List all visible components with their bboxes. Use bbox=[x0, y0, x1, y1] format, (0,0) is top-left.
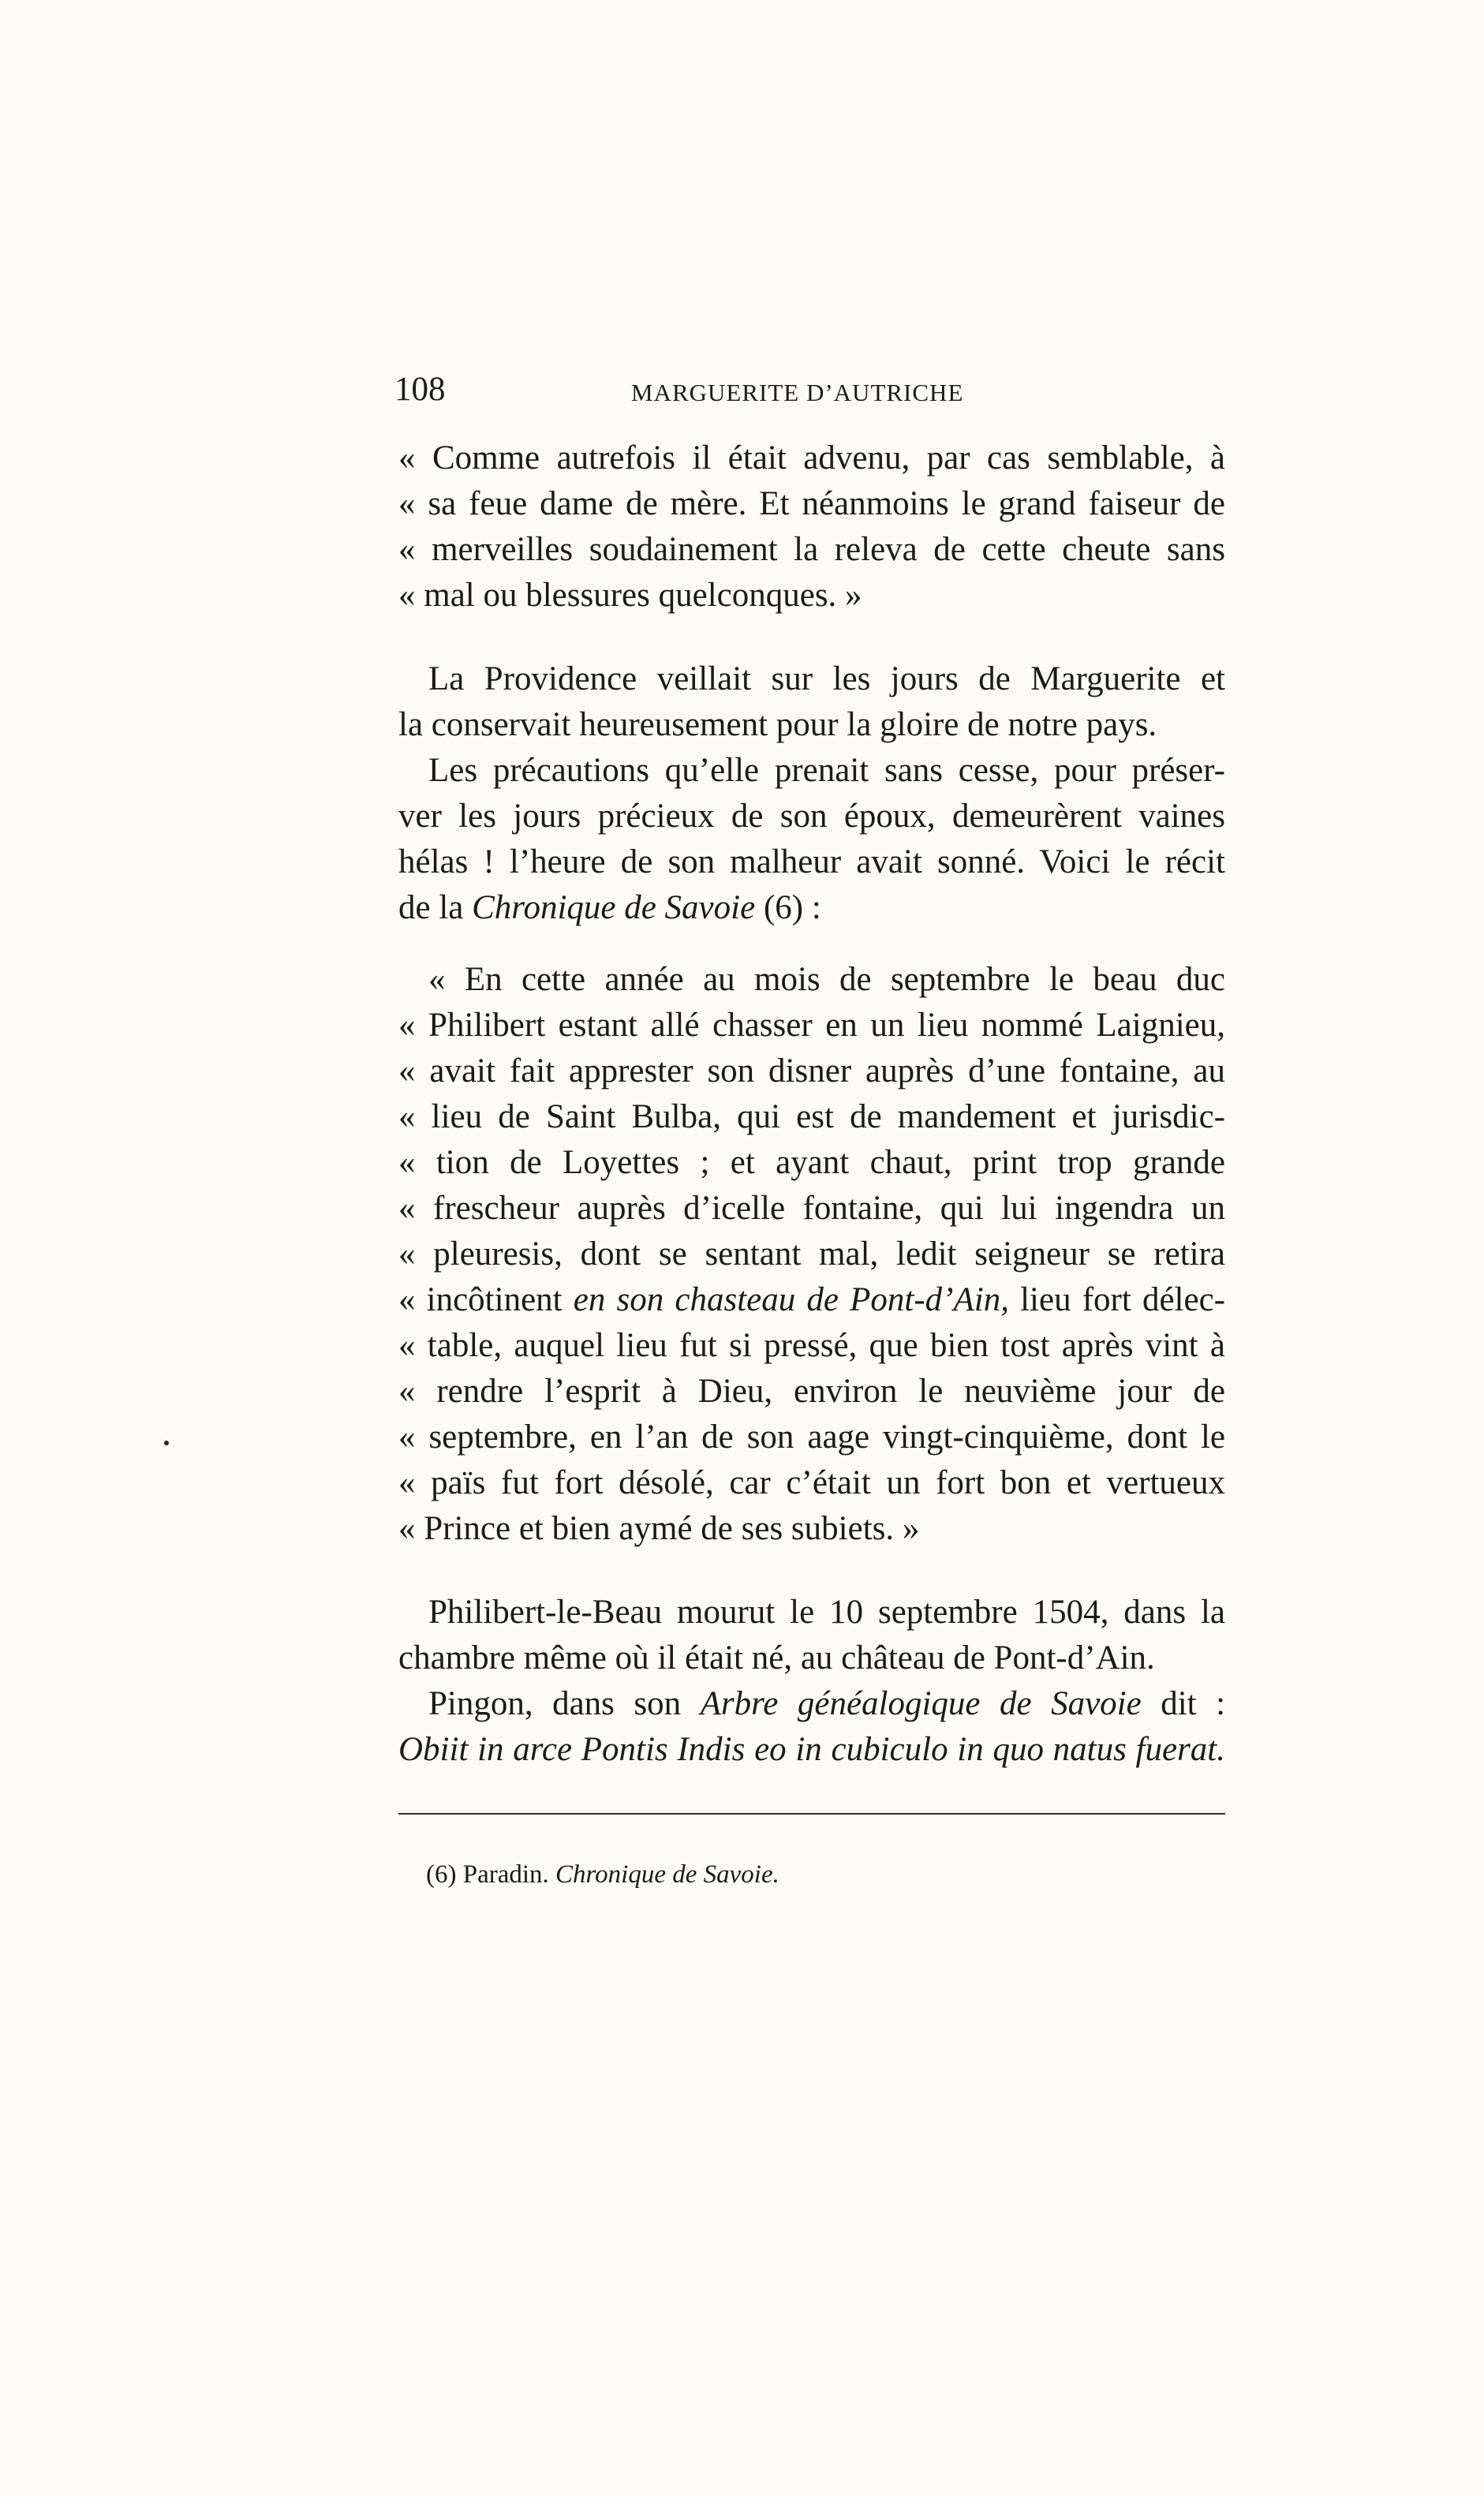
footnote-text: (6) Paradin. bbox=[426, 1860, 556, 1889]
page-number: 108 bbox=[394, 371, 446, 408]
text-line: La Providence veillait sur les jours de Marguerite et bbox=[428, 660, 1225, 697]
text-line: « païs fut fort désolé, car c’était un fort bon et vertueux bbox=[398, 1464, 1225, 1501]
text-line: « pleuresis, dont se sentant mal, ledit seigneur se retira bbox=[398, 1235, 1225, 1273]
italic-title: Arbre généalogique de Savoie bbox=[700, 1685, 1142, 1722]
text-line: « tion de Loyettes ; et ayant chaut, print trop grande bbox=[398, 1144, 1225, 1181]
text-segment: (6) : bbox=[755, 889, 821, 926]
text-segment: Pingon, dans son bbox=[428, 1685, 701, 1722]
italic-title: Chronique de Savoie bbox=[472, 889, 756, 926]
italic-phrase: en son chasteau de Pont-d’Ain, bbox=[573, 1281, 1009, 1318]
text-line: Les précautions qu’elle prenait sans cesse, pour préser- bbox=[428, 752, 1225, 789]
text-segment: de la bbox=[398, 889, 473, 926]
text-line: « Philibert estant allé chasser en un lieu nommé Laignieu, bbox=[398, 1007, 1225, 1044]
quote-block-1 bbox=[398, 435, 1225, 619]
text-line: chambre même où il était né, au château de Pont-d’Ain. bbox=[398, 1639, 1155, 1677]
paragraph-3 bbox=[398, 1590, 1225, 1681]
latin-quote: Obiit in arce Pontis Indis eo in cubiculo in quo natus fuerat. bbox=[398, 1731, 1225, 1768]
running-head: MARGUERITE D’AUTRICHE bbox=[631, 379, 964, 406]
paragraph-2 bbox=[398, 748, 1225, 931]
text-line: « table, auquel lieu fut si pressé, que bien tost après vint à bbox=[398, 1327, 1225, 1364]
text-line: « frescheur auprès d’icelle fontaine, qui lui ingendra un bbox=[398, 1190, 1225, 1227]
text-line: hélas ! l’heure de son malheur avait sonné. Voici le récit bbox=[398, 843, 1225, 880]
text-line: « septembre, en l’an de son aage vingt-cinquième, dont le bbox=[398, 1419, 1225, 1456]
text-segment: lieu fort délec- bbox=[1020, 1281, 1225, 1318]
text-line: Philibert-le-Beau mourut le 10 septembre 1504, dans la bbox=[428, 1594, 1225, 1631]
ink-speck bbox=[164, 1441, 169, 1445]
text-segment: « incôtinent bbox=[398, 1281, 574, 1318]
quote-block-2 bbox=[398, 957, 1225, 1552]
footnote bbox=[426, 1862, 779, 1888]
text-line: « mal ou blessures quelconques. » bbox=[398, 577, 862, 614]
text-line: « Comme autrefois il était advenu, par cas semblable, à bbox=[398, 439, 1225, 477]
footnote-rule bbox=[398, 1813, 1225, 1815]
text-line bbox=[398, 885, 1225, 931]
text-line: « Prince et bien aymé de ses subiets. » bbox=[398, 1510, 920, 1547]
text-line: « lieu de Saint Bulba, qui est de mandement et jurisdic- bbox=[398, 1098, 1225, 1135]
text-line: ver les jours précieux de son époux, demeurèrent vaines bbox=[398, 798, 1225, 835]
footnote-title: Chronique de Savoie. bbox=[555, 1860, 779, 1889]
text-segment: dit : bbox=[1161, 1685, 1226, 1722]
text-line: « rendre l’esprit à Dieu, environ le neuvième jour de bbox=[398, 1373, 1225, 1410]
text-line: la conservait heureusement pour la gloire de notre pays. bbox=[398, 706, 1157, 743]
paragraph-1 bbox=[398, 656, 1225, 748]
text-line bbox=[398, 1277, 1225, 1323]
text-line: « merveilles soudainement la releva de cette cheute sans bbox=[398, 531, 1225, 568]
text-line bbox=[398, 1681, 1225, 1727]
paragraph-4 bbox=[398, 1681, 1225, 1773]
text-line: « sa feue dame de mère. Et néanmoins le grand faiseur de bbox=[398, 485, 1225, 522]
text-line bbox=[398, 1727, 1225, 1773]
text-line: « En cette année au mois de septembre le beau duc bbox=[428, 961, 1225, 998]
text-line: « avait fait apprester son disner auprès d’une fontaine, au bbox=[398, 1052, 1225, 1090]
